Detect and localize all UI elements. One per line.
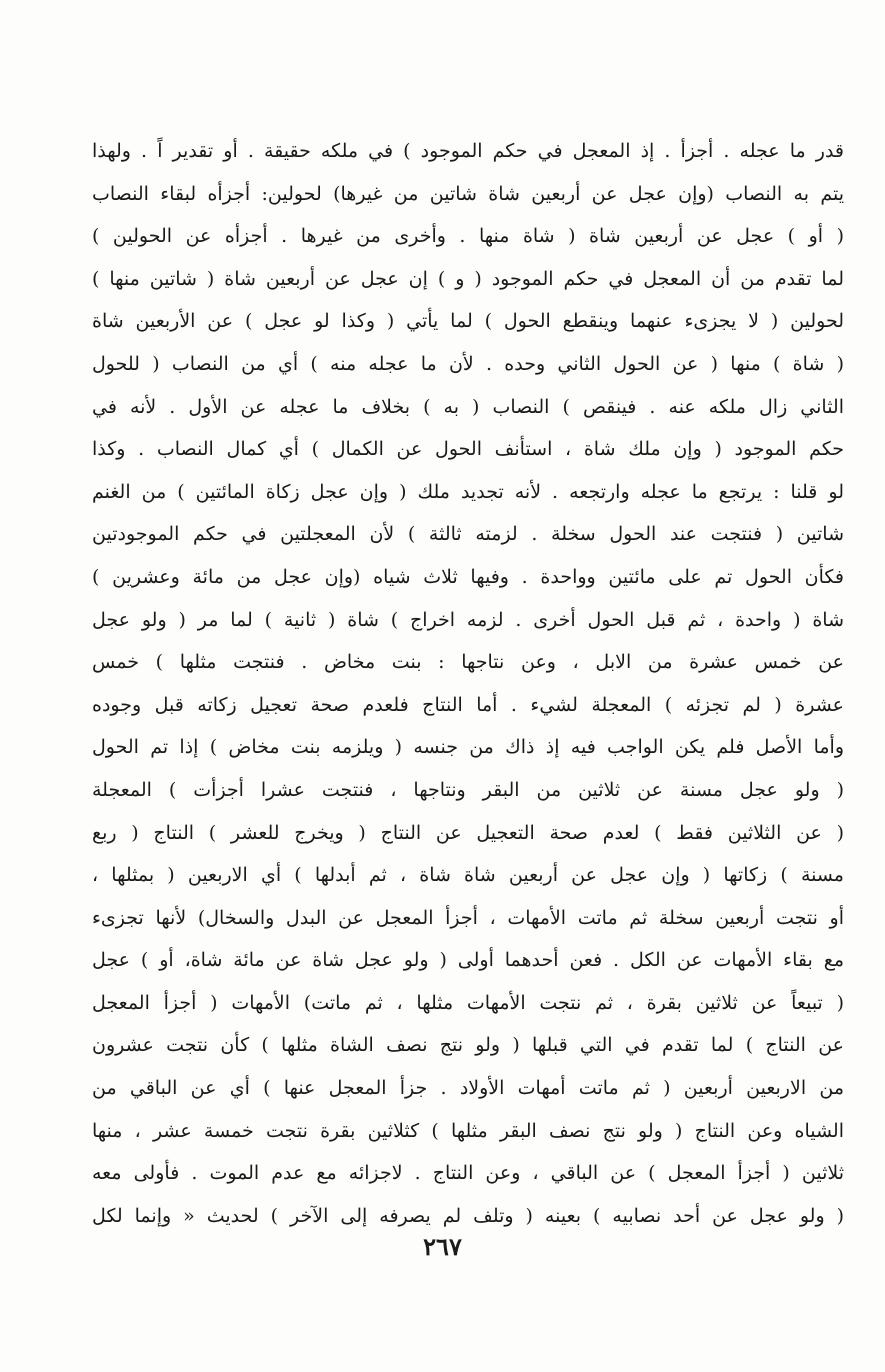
text-line: عن خمس عشرة من الابل ، وعن نتاجها : بنت مخاض . فنتجت مثلها ) خمس	[92, 651, 844, 674]
text-line: لو قلنا : يرتجع ما عجله وارتجعه . لأنه تجديد ملك ( وإن عجل زكاة المائتين ) من الغنم	[92, 480, 844, 503]
text-line: قدر ما عجله . أجزأ . إذ المعجل في حكم الموجود ) في ملكه حقيقة . أو تقدير اً . ولهذا	[92, 140, 844, 162]
page-number: ٢٦٧	[423, 1232, 462, 1261]
text-line: وأما الأصل فلم يكن الواجب فيه إذ ذاك من جنسه ( ويلزمه بنت مخاض ) إذا تم الحول	[92, 736, 844, 759]
text-line: الثاني زال ملكه عنه . فينقص ) النصاب ( به ) بخلاف ما عجله عن الأول . لأنه في	[92, 395, 844, 418]
text-line: شاة ( واحدة ، ثم قبل الحول أخرى . لزمه اخراج ) شاة ( ثانية ) لما مر ( ولو عجل	[92, 608, 844, 631]
text-line: شاتين ( فنتجت عند الحول سخلة . لزمته ثالثة ) لأن المعجلتين في حكم الموجودتين	[92, 523, 844, 546]
text-line: عن النتاج ) لما تقدم في التي قبلها ( ولو نتج نصف الشاة مثلها ) كأن نتجت عشرون	[92, 1034, 844, 1057]
text-line: ( ولو عجل عن أحد نصابيه ) بعينه ( وتلف لم يصرفه إلى الآخر ) لحديث « وإنما لكل	[92, 1204, 844, 1227]
text-line: لما تقدم من أن المعجل في حكم الموجود ( و ) إن عجل عن أربعين شاة ( شاتين منها )	[92, 267, 844, 290]
text-line: ( عن الثلاثين فقط ) لعدم صحة التعجيل عن النتاج ( ويخرج للعشر ) النتاج ( ربع	[92, 821, 844, 844]
text-line: ( أو ) عجل عن أربعين شاة ( شاة منها . وأخرى من غيرها . أجزأه عن الحولين )	[92, 225, 844, 248]
body-text	[92, 130, 844, 1237]
text-line: حكم الموجود ( وإن ملك شاة ، استأنف الحول عن الكمال ) أي كمال النصاب . وكذا	[92, 438, 844, 461]
text-line: يتم به النصاب (وإن عجل عن أربعين شاة شاتين من غيرها) لحولين: أجزأه لبقاء النصاب	[92, 182, 844, 205]
text-line: ( ولو عجل مسنة عن ثلاثين من البقر ونتاجها ، فنتجت عشرا أجزأت ) المعجلة	[92, 778, 844, 801]
text-line: ( تبيعاً عن ثلاثين بقرة ، ثم نتجت الأمهات مثلها ، ثم ماتت) الأمهات ( أجزأ المعجل	[92, 991, 844, 1014]
text-line: ثلاثين ( أجزأ المعجل ) عن الباقي ، وعن النتاج . لاجزائه مع عدم الموت . فأولى معه	[92, 1162, 844, 1185]
text-line: أو نتجت أربعين سخلة ثم ماتت الأمهات ، أجزأ المعجل عن البدل والسخال) لأنها تجزىء	[92, 906, 844, 929]
text-line: مع بقاء الأمهات عن الكل . فعن أحدهما أولى ( ولو عجل شاة عن مائة شاة، أو ) عجل	[92, 949, 844, 972]
text-line: مسنة ) زكاتها ( وإن عجل عن أربعين شاة شاة ، ثم أبدلها ) أي الاربعين ( بمثلها ،	[92, 864, 844, 887]
text-line: الشياه وعن النتاج ( ولو نتج نصف البقر مثلها ) كثلاثين بقرة نتجت خمسة عشر ، منها	[92, 1119, 844, 1142]
text-line: ( شاة ) منها ( عن الحول الثاني وحده . لأن ما عجله منه ) أي من النصاب ( للحول	[92, 352, 844, 375]
text-line: عشرة ( لم تجزئه ) المعجلة لشيء . أما النتاج فلعدم صحة تعجيل زكاته قبل وجوده	[92, 693, 844, 716]
text-line: لحولين ( لا يجزىء عنهما وينقطع الحول ) لما يأتي ( وكذا لو عجل ) عن الأربعين شاة	[92, 310, 844, 333]
text-line: فكأن الحول تم على مائتين وواحدة . وفيها ثلاث شياه (وإن عجل من مائة وعشرين )	[92, 565, 844, 588]
text-line: من الاربعين أربعين ( ثم ماتت أمهات الأولاد . جزأ المعجل عنها ) أي عن الباقي من	[92, 1077, 844, 1100]
